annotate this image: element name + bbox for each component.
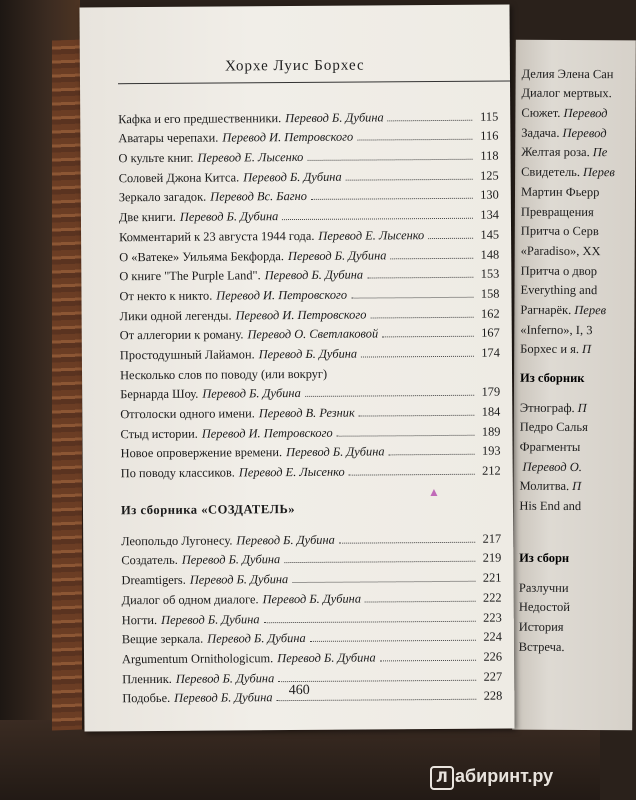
- toc-entry-title: Подобье.: [122, 691, 171, 706]
- right-page-entry: [521, 239, 616, 259]
- toc-entry: [121, 566, 501, 588]
- dot-leader: [359, 415, 475, 417]
- toc-entry-page: 125: [480, 168, 499, 183]
- toc-entry-title: Стыд истории.: [120, 426, 198, 441]
- running-head: Хорхе Луис Борхес: [225, 57, 365, 75]
- toc-entry: [120, 301, 500, 323]
- toc-entry: [121, 546, 501, 568]
- toc-entry-translator: Перевод Б. Дубина: [258, 346, 358, 362]
- right-page-section-heading: Из сборн: [519, 550, 570, 565]
- toc-entry: [119, 282, 499, 304]
- right-page-entry: [521, 101, 616, 121]
- toc-list: [118, 105, 502, 707]
- toc-entry-title: Несколько слов по поводу (или вокруг): [119, 366, 328, 382]
- toc-entry-title: Ногти.: [121, 612, 158, 627]
- toc-entry-page: 228: [483, 688, 503, 703]
- toc-entry-translator: Перевод И. Петровского: [235, 307, 367, 322]
- toc-section-list: [121, 527, 502, 707]
- toc-entry: [119, 164, 499, 186]
- right-page-entry-title: Разлучни: [518, 580, 569, 595]
- dot-leader: [277, 699, 477, 701]
- right-page-entry-translator: Перевод: [563, 106, 608, 121]
- right-page-entry-title: Делия Элена Сан: [521, 66, 614, 81]
- toc-entry-page: 167: [481, 325, 500, 340]
- dot-leader: [380, 660, 476, 662]
- dot-leader: [370, 316, 473, 318]
- dot-leader: [357, 139, 472, 141]
- toc-entry: [121, 439, 501, 461]
- toc-entry-translator: Перевод И. Петровского: [201, 425, 333, 441]
- right-page-entry-title: Желтая роза.: [521, 145, 590, 160]
- toc-entry-translator: Перевод Б. Дубина: [286, 444, 385, 460]
- toc-entry-translator: Перевод Б. Дубина: [189, 572, 289, 587]
- dot-leader: [310, 640, 476, 642]
- dot-leader: [337, 434, 475, 436]
- toc-entry-title: Диалог об одном диалоге.: [121, 592, 259, 608]
- right-page-entry-title: Встреча.: [518, 639, 565, 654]
- toc-entry-title: Соловей Джона Китса.: [118, 170, 240, 185]
- toc-entry-translator: Перевод Б. Дубина: [179, 209, 279, 224]
- toc-entry: [121, 527, 501, 549]
- dot-leader: [282, 218, 473, 220]
- toc-entry-title: От некто к никто.: [119, 288, 213, 304]
- dot-leader: [367, 277, 473, 279]
- right-page-entry-title: Сюжет.: [521, 105, 561, 120]
- toc-entry-translator: Перевод Б. Дубина: [243, 169, 342, 185]
- toc-entry-page: 116: [480, 128, 499, 144]
- right-page-entry-translator: Перевод: [562, 125, 607, 140]
- toc-entry: [120, 420, 500, 442]
- dot-leader: [305, 395, 474, 397]
- toc-entry-page: 217: [482, 531, 502, 546]
- right-page-entry: [521, 121, 616, 141]
- toc-entry-page: 221: [482, 570, 502, 585]
- toc-entry-page: 226: [483, 649, 503, 664]
- right-page-entry-translator: П: [577, 400, 587, 415]
- toc-entry: [119, 203, 499, 225]
- toc-entry-page: 184: [481, 404, 501, 419]
- toc-entry-translator: Перевод Е. Лысенко: [238, 464, 345, 480]
- dot-leader: [365, 601, 476, 603]
- right-page-entry: [521, 180, 616, 200]
- dot-leader: [339, 542, 475, 544]
- toc-entry-title: Две книги.: [118, 209, 176, 225]
- toc-entry-translator: Перевод Б. Дубина: [175, 670, 275, 686]
- toc-entry: [119, 223, 499, 245]
- toc-entry-translator: Перевод Е. Лысенко: [197, 150, 304, 165]
- toc-entry-title: Аватары черепахи.: [118, 130, 219, 146]
- right-page-entry-translator: Перев: [574, 302, 607, 318]
- toc-entry-page: 130: [480, 188, 499, 203]
- toc-entry-translator: Перевод В. Резник: [258, 405, 355, 421]
- right-page-entry-title: Притча о двор: [520, 263, 598, 278]
- toc-main-list: [118, 105, 501, 482]
- toc-entry-page: 223: [483, 610, 502, 625]
- right-page-entries-bottom: [519, 540, 574, 655]
- toc-entry: [118, 144, 498, 166]
- dot-leader: [388, 119, 473, 121]
- toc-entry-title: Комментарий к 23 августа 1944 года.: [119, 228, 315, 245]
- dot-leader: [335, 376, 474, 377]
- right-page-entry-title: Педро Салья: [519, 420, 588, 435]
- right-page-entry: [519, 576, 573, 596]
- toc-entry-title: О культе книг.: [118, 150, 194, 166]
- dot-leader: [311, 198, 473, 200]
- toc-entry-translator: Перевод Б. Дубина: [285, 110, 384, 125]
- right-page-entry-translator: Пе: [592, 145, 608, 160]
- toc-entry-translator: Перевод О. Светлаковой: [247, 326, 379, 342]
- toc-entry-page: 222: [482, 590, 502, 605]
- toc-entry: [120, 380, 500, 402]
- right-page-entry-title: Диалог мертвых.: [521, 86, 612, 101]
- toc-entry: [121, 459, 501, 481]
- right-page-entry-title: «Paradiso», XX: [520, 243, 601, 259]
- right-page-entry: [521, 81, 616, 101]
- right-page-entry: [521, 219, 616, 239]
- toc-entry-page: 118: [480, 148, 499, 163]
- toc-entry-page: 158: [480, 286, 500, 301]
- right-page-entry-translator: Перевод О.: [522, 459, 582, 474]
- toc-entry-translator: Перевод Б. Дубина: [161, 611, 260, 627]
- dot-leader: [264, 620, 476, 622]
- toc-entry-title: Dreamtigers.: [121, 572, 186, 588]
- toc-entry-page: 162: [480, 306, 500, 321]
- right-page-entry-title: Борхес и я.: [520, 342, 580, 357]
- toc-entry-translator: Перевод И. Петровского: [216, 287, 348, 303]
- toc-entry: [122, 605, 502, 627]
- right-page-entry-title: Рагнарёк.: [520, 302, 572, 317]
- dot-leader: [390, 257, 473, 259]
- toc-entry-page: 227: [483, 669, 503, 684]
- toc-entry-page: 189: [481, 424, 501, 439]
- right-page-entry: [521, 160, 616, 180]
- toc-entry-page: 174: [481, 345, 500, 360]
- page-number: 460: [288, 682, 310, 699]
- right-page-entry-title: История: [518, 619, 564, 635]
- toc-entry-translator: Перевод Б. Дубина: [181, 552, 281, 568]
- right-page-entry: [521, 140, 616, 160]
- right-page-section-heading: Из сборник: [520, 370, 585, 385]
- right-page-entry: [520, 415, 591, 435]
- right-page-entry: [520, 298, 615, 318]
- toc-entry-title: Лики одной легенды.: [119, 308, 232, 323]
- toc-entry-translator: Перевод Е. Лысенко: [318, 227, 425, 243]
- right-page-entry-title: Фрагменты: [519, 439, 581, 455]
- right-page-entry: [522, 62, 617, 82]
- toc-entry: [119, 262, 499, 284]
- right-page-entry-title: Everything and: [520, 282, 598, 298]
- right-page-entry-translator: Перев: [582, 165, 615, 180]
- toc-entry: [122, 625, 502, 647]
- toc-entry: [118, 105, 498, 127]
- toc-entry-title: Пленник.: [122, 671, 172, 686]
- right-page-entry: [519, 474, 590, 494]
- right-page-entry: [520, 455, 591, 475]
- toc-entry-translator: Перевод Б. Дубина: [262, 591, 362, 607]
- dot-leader: [284, 561, 475, 563]
- right-page-entry-title: «Inferno», I, 3: [520, 322, 593, 337]
- right-page-entry-title: Превращения: [520, 204, 594, 219]
- toc-entry-translator: Перевод Б. Дубина: [202, 386, 301, 401]
- toc-entry-title: От аллегории к роману.: [119, 327, 244, 343]
- toc-entry-page: 145: [480, 227, 500, 242]
- toc-entry-title: Argumentum Ornithologicum.: [121, 651, 274, 667]
- dot-leader: [382, 336, 474, 338]
- toc-entry-title: Зеркало загадок.: [118, 190, 207, 205]
- dot-leader: [307, 159, 472, 161]
- toc-entry-translator: Перевод Б. Дубина: [287, 247, 387, 263]
- right-page-entry-title: Этнограф.: [519, 400, 575, 415]
- right-page-entry: [519, 494, 590, 514]
- toc-entry-page: 134: [480, 207, 499, 222]
- right-page-entry-translator: П: [581, 342, 592, 357]
- toc-entry-page: 224: [483, 629, 502, 644]
- toc-entry-page: 193: [481, 443, 501, 459]
- toc-entry-translator: Перевод Б. Дубина: [207, 631, 306, 646]
- toc-entry-title: О «Ватеке» Уильяма Бекфорда.: [119, 248, 285, 264]
- toc-entry-title: По поводу классиков.: [120, 465, 235, 481]
- right-page-entry: [519, 595, 573, 615]
- right-page-entry-translator: П: [572, 479, 582, 494]
- book-spine: [52, 39, 84, 730]
- pointer-icon: ▲: [428, 485, 440, 499]
- right-page-entry-title: Молитва.: [519, 479, 570, 494]
- right-page-entry: [520, 435, 591, 455]
- left-page: [79, 5, 514, 732]
- toc-entry-page: 179: [481, 384, 501, 400]
- right-page-entries-top: [520, 62, 616, 358]
- toc-entry-title: О книге "The Purple Land".: [119, 268, 261, 284]
- toc-entry-title: Простодушный Лайамон.: [119, 347, 255, 363]
- right-page-entry-title: Притча о Серв: [520, 223, 599, 239]
- toc-entry-translator: Перевод Б. Дубина: [174, 690, 273, 706]
- right-page-entry-title: Задача.: [521, 125, 560, 140]
- dot-leader: [292, 581, 475, 583]
- toc-entry: [122, 645, 502, 667]
- right-page-entry: [521, 259, 616, 279]
- toc-entry-title: Отголоски одного имени.: [120, 406, 255, 422]
- right-page-entry: [521, 200, 616, 220]
- toc-entry: [119, 183, 499, 205]
- toc-entry: [122, 586, 502, 608]
- toc-entry-translator: Перевод Б. Дубина: [264, 267, 364, 283]
- toc-entry-title: Леопольдо Лугонесу.: [121, 533, 233, 548]
- dot-leader: [349, 474, 475, 476]
- toc-entry: [120, 361, 500, 383]
- background-table: [0, 720, 600, 800]
- toc-entry: [119, 242, 499, 264]
- dot-leader: [346, 179, 473, 181]
- toc-entry-page: 212: [482, 463, 501, 478]
- labirint-logo-icon: Л: [430, 766, 454, 790]
- right-page-entry: [520, 318, 615, 338]
- dot-leader: [428, 238, 473, 239]
- toc-entry: [120, 321, 500, 343]
- header-rule: [118, 81, 510, 85]
- toc-entry-title: Вещие зеркала.: [121, 631, 204, 647]
- right-page-entry: [520, 337, 615, 357]
- right-page-entry: [519, 615, 573, 635]
- toc-entry-page: 219: [482, 551, 502, 566]
- right-page-entries-middle: [519, 360, 591, 514]
- right-page-entry-title: Недостой: [518, 600, 570, 615]
- toc-entry-page: 115: [480, 109, 499, 124]
- toc-entry-translator: Перевод Б. Дубина: [236, 532, 335, 548]
- toc-entry-translator: Перевод И. Петровского: [222, 129, 354, 145]
- dot-leader: [351, 297, 473, 299]
- toc-entry: [120, 400, 500, 422]
- dot-leader: [361, 356, 474, 358]
- right-page: [512, 40, 636, 731]
- dot-leader: [389, 454, 475, 456]
- toc-entry-page: 148: [480, 247, 500, 262]
- toc-entry-title: Кафка и его предшественники.: [118, 110, 282, 126]
- toc-entry: [120, 341, 500, 363]
- section-heading: Из сборника «СОЗДАТЕЛЬ»: [120, 501, 296, 517]
- right-page-entry-title: Мартин Фьерр: [520, 184, 600, 199]
- right-page-entry: [520, 278, 615, 298]
- toc-entry-page: 153: [480, 266, 500, 281]
- right-page-entry: [520, 396, 591, 416]
- toc-entry-title: Новое опровержение времени.: [120, 445, 283, 461]
- toc-entry-translator: Перевод Б. Дубина: [277, 650, 376, 666]
- right-page-entry: [519, 635, 573, 655]
- right-page-entry-title: Свидетель.: [521, 164, 581, 180]
- watermark-text: абиринт.ру: [455, 766, 554, 786]
- toc-entry-title: Бернарда Шоу.: [120, 387, 199, 402]
- toc-entry-translator: Перевод Вс. Багно: [210, 189, 307, 205]
- toc-entry: [118, 124, 498, 146]
- toc-entry-title: Создатель.: [121, 553, 178, 568]
- right-page-entry-title: His End and: [519, 498, 582, 514]
